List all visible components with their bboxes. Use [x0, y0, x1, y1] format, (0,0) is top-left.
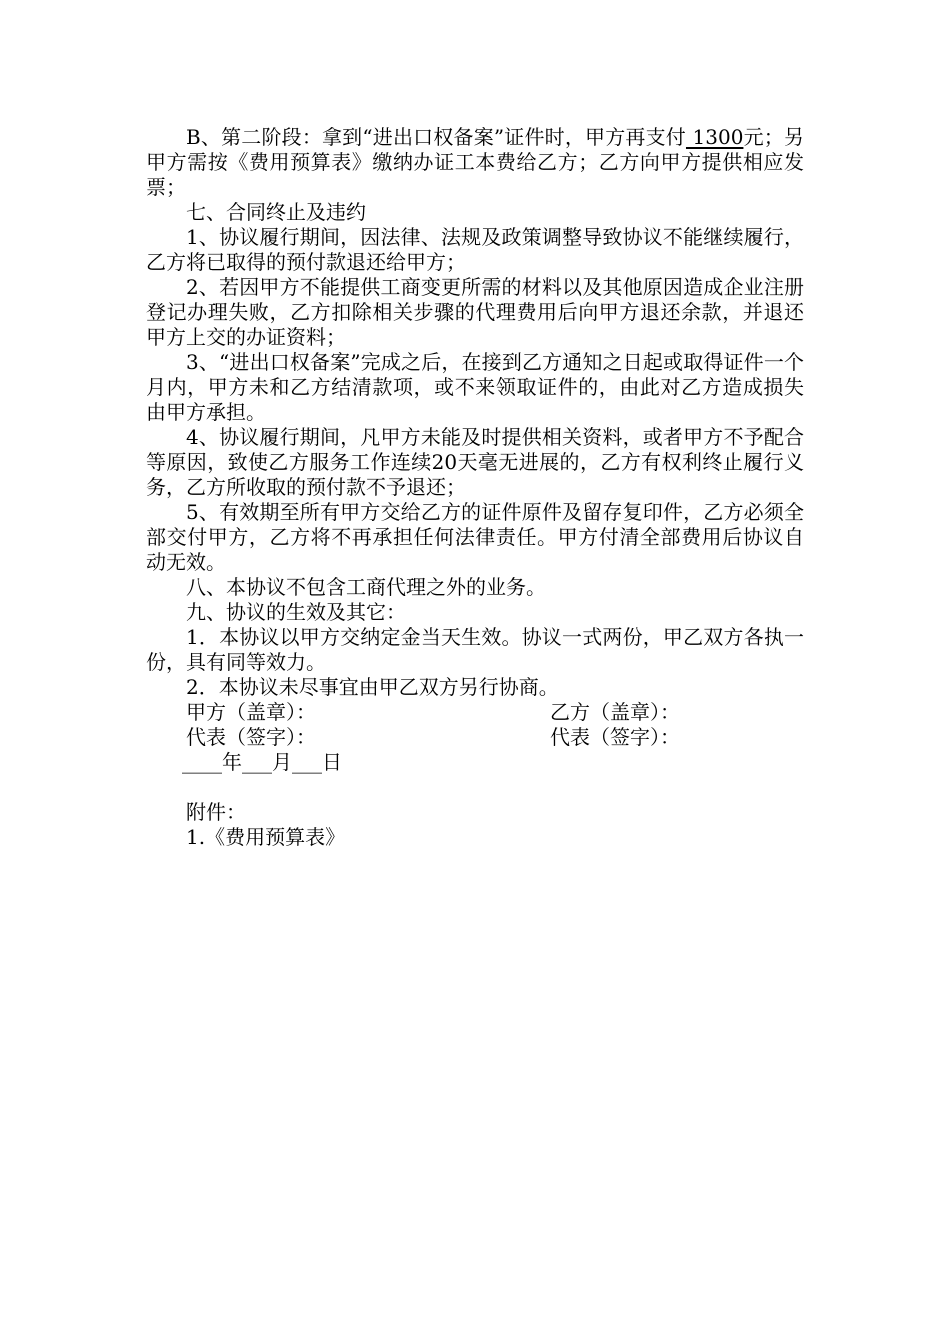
section-9-heading: 九、协议的生效及其它：: [186, 600, 406, 624]
stage-b-text-2: 元；另甲方需按《费用预算表》缴纳办证工本费给乙方；乙方向甲方提供相应发票；: [146, 125, 804, 199]
blank-line: [146, 775, 804, 800]
date-month-label: 月: [272, 750, 292, 774]
section-8-text: 八、本协议不包含工商代理之外的业务。: [186, 575, 546, 599]
section-7-item-3: 3、“进出口权备案”完成之后，在接到乙方通知之日起或取得证件一个月内，甲方未和乙方结清款项，或不来领取证件的，由此对乙方造成损失由甲方承担。: [146, 350, 804, 424]
date-day-label: 日: [322, 750, 342, 774]
section-7-item-4: 4、协议履行期间，凡甲方未能及时提供相关资料，或者甲方不予配合等原因，致使乙方服务工作连续20天毫无进展的，乙方有权利终止履行义务，乙方所收取的预付款不予退还；: [146, 425, 804, 499]
party-a-seal-label: 甲方（盖章）：: [186, 700, 316, 724]
date-year-label: 年: [222, 750, 242, 774]
contract-body: [146, 125, 804, 850]
party-b-sign-label: 代表（签字）：: [550, 725, 680, 749]
attachment-item-1: 1.《费用预算表》: [186, 825, 346, 849]
section-7-heading: 七、合同终止及违约: [186, 200, 366, 224]
date-blank-month: ___: [242, 750, 272, 774]
payment-stage-b: [146, 125, 804, 200]
signature-row: [146, 725, 804, 750]
party-a-sign-label: 代表（签字）：: [186, 725, 316, 749]
signing-date-line: [146, 750, 804, 775]
stage-b-amount: 1300: [685, 125, 744, 149]
date-blank-day: ___: [292, 750, 322, 774]
seal-row: [146, 700, 804, 725]
section-7-item-1: 1、协议履行期间，因法律、法规及政策调整导致协议不能继续履行，乙方将已取得的预付款退还给甲方；: [146, 225, 804, 274]
date-blank-year: ____: [182, 750, 222, 774]
party-b-seal-label: 乙方（盖章）：: [550, 700, 680, 724]
stage-b-text-1: B、第二阶段：拿到“进出口权备案”证件时，甲方再支付: [186, 125, 686, 149]
attachment-heading: 附件：: [186, 800, 246, 824]
section-7-item-5: 5、有效期至所有甲方交给乙方的证件原件及留存复印件，乙方必须全部交付甲方，乙方将不再承担任何法律责任。甲方付清全部费用后协议自动无效。: [146, 500, 804, 574]
section-9-item-2: 2．本协议未尽事宜由甲乙双方另行协商。: [186, 675, 559, 699]
section-7-item-2: 2、若因甲方不能提供工商变更所需的材料以及其他原因造成企业注册登记办理失败，乙方扣除相关步骤的代理费用后向甲方退还余款，并退还甲方上交的办证资料；: [146, 275, 804, 349]
section-9-item-1: 1．本协议以甲方交纳定金当天生效。协议一式两份，甲乙双方各执一份，具有同等效力。: [146, 625, 804, 674]
